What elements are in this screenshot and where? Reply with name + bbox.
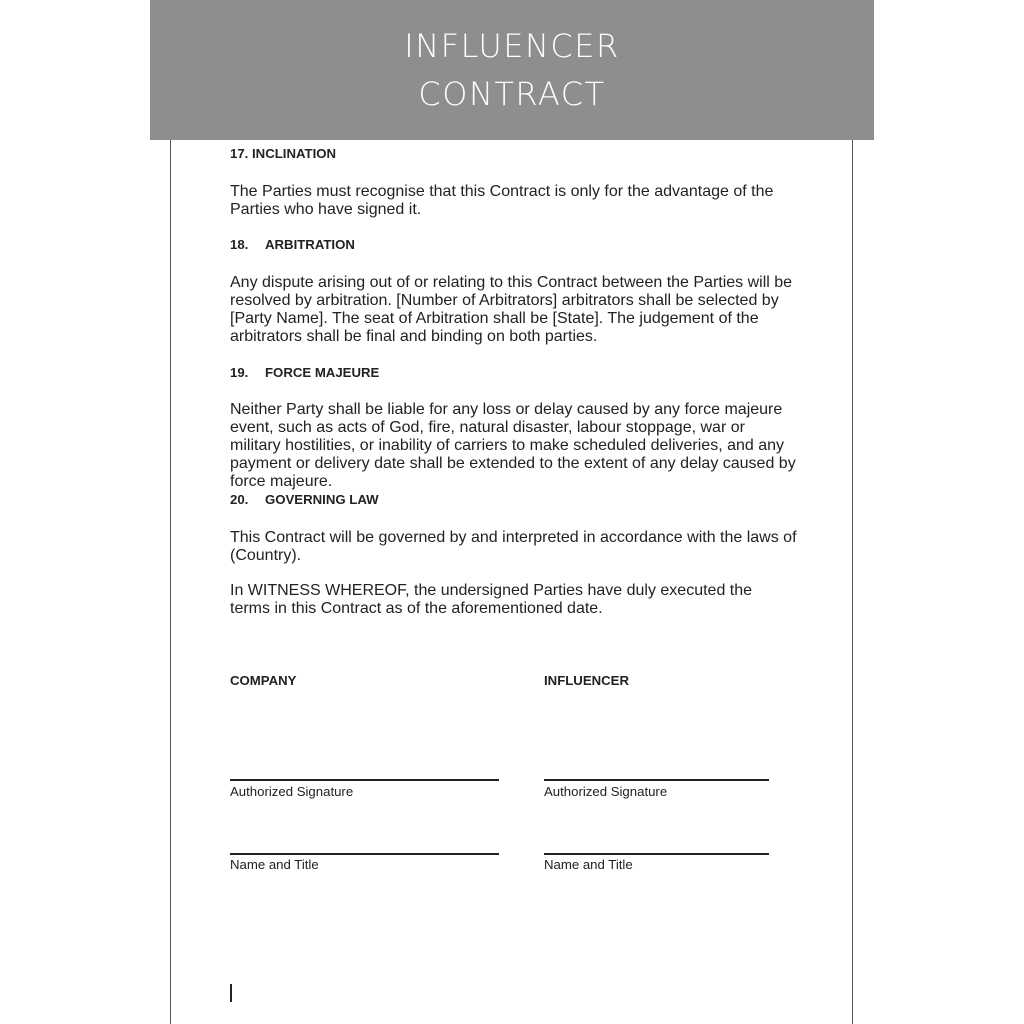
influencer-signature-caption: Authorized Signature xyxy=(544,784,668,799)
text-cursor xyxy=(230,984,232,1002)
section-body-18: Any dispute arising out of or relating to this Contract between the Parties will be resolved by arbitration. [Number of Arbitrators] arbitrators shall be selected by [Party Name]. The seat of Arbitration shall be [State]. The judgement of the arbitrators shall be final and binding on both parties. xyxy=(230,274,793,345)
section-title: GOVERNING LAW xyxy=(265,492,379,507)
title-line-2: CONTRACT xyxy=(418,75,606,113)
section-heading-19 xyxy=(230,365,379,380)
influencer-name-caption: Name and Title xyxy=(544,857,633,872)
section-number: 20. xyxy=(230,492,249,507)
section-number: 18. xyxy=(230,237,249,252)
section-heading-18 xyxy=(230,237,355,252)
company-name-caption: Name and Title xyxy=(230,857,319,872)
section-body-19: Neither Party shall be liable for any loss or delay caused by any force majeure event, such as acts of God, fire, natural disaster, labour stoppage, war or military hostilities, or inability of carriers to make scheduled deliveries, and any payment or delivery date shall be extended to the extent of any delay caused by force majeure. xyxy=(230,401,796,490)
influencer-label: INFLUENCER xyxy=(544,673,629,688)
company-label: COMPANY xyxy=(230,673,297,688)
section-heading-20 xyxy=(230,492,379,507)
influencer-name-line[interactable] xyxy=(544,853,769,855)
section-title: FORCE MAJEURE xyxy=(265,365,380,380)
section-number: 17. xyxy=(230,146,249,161)
section-title: ARBITRATION xyxy=(265,237,355,252)
section-body-20: This Contract will be governed by and interpreted in accordance with the laws of (Country). xyxy=(230,529,797,564)
company-name-line[interactable] xyxy=(230,853,499,855)
section-number: 19. xyxy=(230,365,249,380)
company-signature-caption: Authorized Signature xyxy=(230,784,354,799)
title-line-1: INFLUENCER xyxy=(404,27,620,65)
section-body-17: The Parties must recognise that this Contract is only for the advantage of the Parties who have signed it. xyxy=(230,183,774,218)
section-title: INCLINATION xyxy=(252,146,337,161)
company-signature-line[interactable] xyxy=(230,779,499,781)
section-heading-17 xyxy=(230,146,336,161)
influencer-signature-line[interactable] xyxy=(544,779,769,781)
witness-clause: In WITNESS WHEREOF, the undersigned Parties have duly executed the terms in this Contract as of the aforementioned date. xyxy=(230,582,753,617)
title-banner xyxy=(150,0,874,140)
